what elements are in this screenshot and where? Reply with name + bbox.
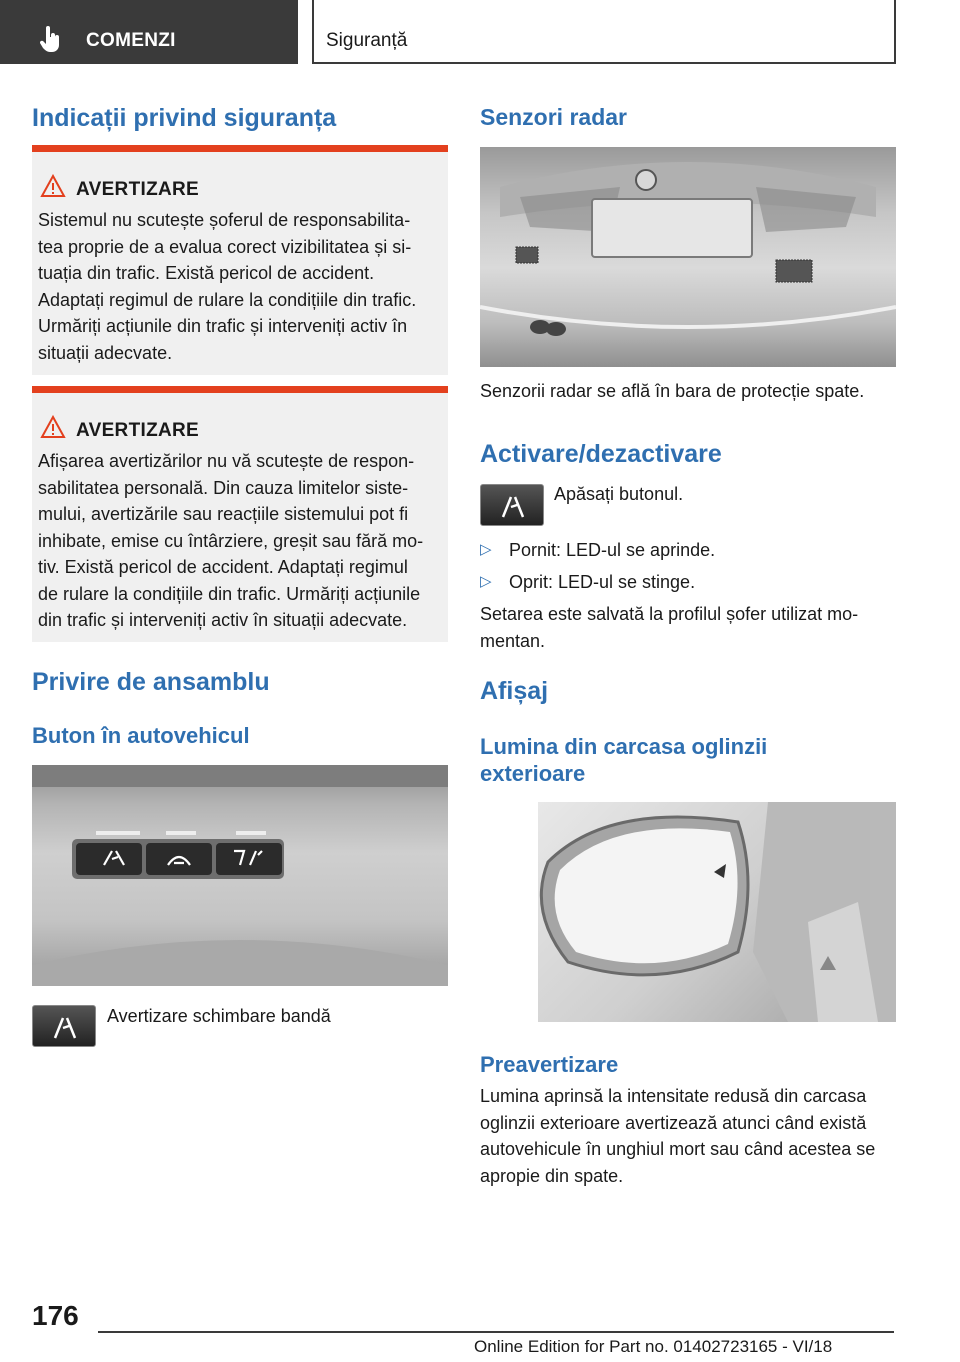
radar-caption: Senzorii radar se află în bara de protecție spate. bbox=[480, 381, 865, 401]
display-heading: Afișaj bbox=[480, 677, 549, 705]
setting-line: mentan. bbox=[480, 630, 546, 651]
mirror-heading-line: exterioare bbox=[480, 761, 586, 786]
warning-title: AVERTIZARE bbox=[76, 179, 199, 200]
button-panel-photo bbox=[32, 765, 448, 986]
warning-box-1 bbox=[32, 145, 448, 375]
warning-line: tuația din trafic. Există pericol de accident. bbox=[38, 263, 375, 283]
warning-line: situații adecvate. bbox=[38, 342, 173, 363]
safety-heading: Indicații privind siguranța bbox=[32, 104, 337, 132]
overview-heading: Privire de ansamblu bbox=[32, 668, 270, 696]
warning-line: tea proprie de a evalua corect vizibilitatea și si- bbox=[38, 236, 412, 257]
section-tab[interactable] bbox=[0, 0, 298, 64]
pointing-hand-icon bbox=[40, 26, 62, 52]
lane-change-warning-button-icon bbox=[480, 484, 544, 526]
mirror-heading bbox=[480, 733, 767, 787]
prewarn-line: apropie din spate. bbox=[480, 1165, 624, 1186]
warning-title: AVERTIZARE bbox=[76, 420, 199, 441]
setting-line: Setarea este salvată la profilul șofer utilizat mo- bbox=[480, 604, 859, 624]
setting-text bbox=[480, 601, 858, 654]
bullet-text: Oprit: LED-ul se stinge. bbox=[509, 572, 696, 592]
warning-line: inhibate, emise cu întârziere, greșit sau fără mo- bbox=[38, 530, 424, 551]
warning-line: Urmăriți acțiunile din trafic și interveniți activ în bbox=[38, 316, 408, 336]
lane-change-warning-button-icon bbox=[32, 1005, 96, 1047]
edition-text: Online Edition for Part no. 01402723165 - VI/18 bbox=[474, 1337, 833, 1356]
warning-line: Afișarea avertizărilor nu vă scutește de respon- bbox=[38, 451, 415, 471]
chapter-title: Siguranță bbox=[326, 30, 408, 51]
activation-heading: Activare/dezactivare bbox=[480, 440, 722, 468]
radar-heading: Senzori radar bbox=[480, 104, 627, 130]
mirror-heading-line: Lumina din carcasa oglinzii bbox=[480, 734, 768, 759]
warning-text bbox=[38, 448, 444, 634]
prewarn-line: Lumina aprinsă la intensitate redusă din carcasa bbox=[480, 1086, 867, 1106]
button-caption: Avertizare schimbare bandă bbox=[107, 1006, 331, 1026]
chapter-header bbox=[312, 0, 896, 64]
warning-line: sabilitatea personală. Din cauza limitelor siste- bbox=[38, 477, 409, 498]
warning-triangle-icon bbox=[40, 174, 66, 198]
page-number: 176 bbox=[32, 1300, 79, 1331]
rear-bumper-photo bbox=[480, 147, 896, 367]
section-tab-label: COMENZI bbox=[86, 30, 176, 51]
prewarn-line: oglinzii exterioare avertizează atunci când există bbox=[480, 1112, 867, 1133]
warning-line: mului, avertizările sau reacțiile sistemului pot fi bbox=[38, 504, 409, 524]
prewarn-line: autovehicule în unghiul mort sau când acestea se bbox=[480, 1139, 876, 1159]
bullet-triangle-icon: ▷ bbox=[480, 541, 492, 558]
prewarn-text bbox=[480, 1083, 875, 1189]
press-button-text: Apăsați butonul. bbox=[554, 484, 684, 504]
warning-triangle-icon bbox=[40, 415, 66, 439]
bullet-triangle-icon: ▷ bbox=[480, 573, 492, 590]
warning-line: tiv. Există pericol de accident. Adaptați regimul bbox=[38, 557, 408, 577]
warning-line: Sistemul nu scutește șoferul de responsabilita- bbox=[38, 210, 411, 230]
bullet-text: Pornit: LED-ul se aprinde. bbox=[509, 540, 716, 560]
warning-text bbox=[38, 207, 444, 366]
warning-line: Adaptați regimul de rulare la condițiile din trafic. bbox=[38, 289, 417, 310]
warning-line: de rulare la condițiile din trafic. Urmăriți acțiunile bbox=[38, 583, 421, 604]
prewarn-heading: Preavertizare bbox=[480, 1052, 619, 1077]
warning-box-2 bbox=[32, 386, 448, 642]
footer-divider bbox=[98, 1331, 894, 1333]
mirror-photo bbox=[538, 802, 896, 1022]
warning-line: din trafic și interveniți activ în situații adecvate. bbox=[38, 610, 408, 630]
button-heading: Buton în autovehicul bbox=[32, 723, 250, 748]
